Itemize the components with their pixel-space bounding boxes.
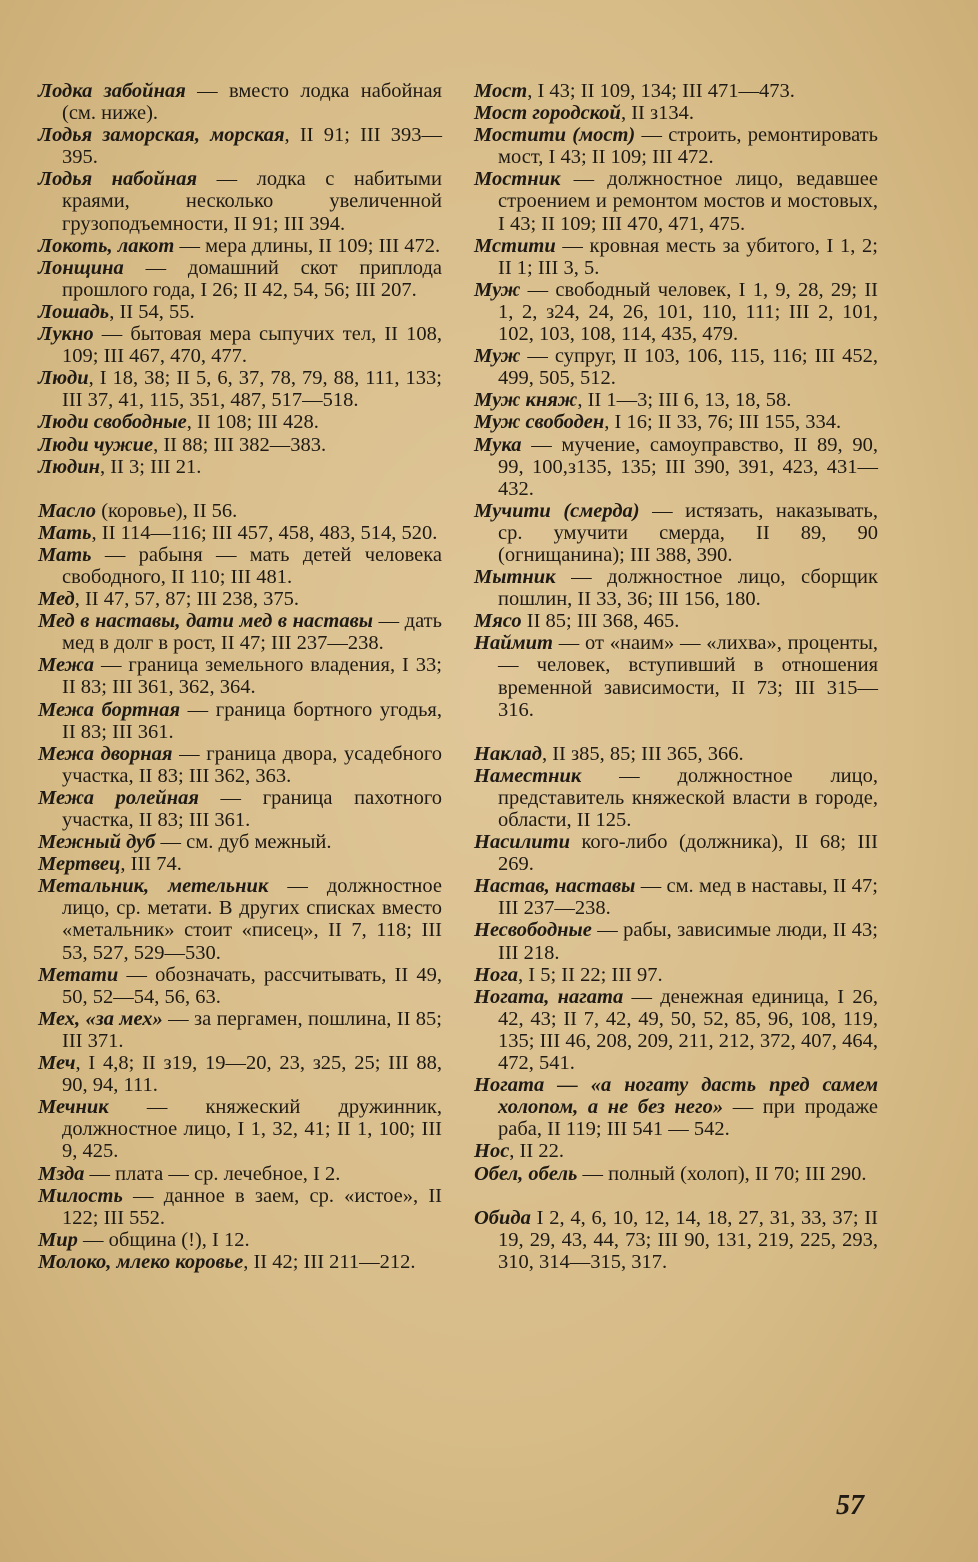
entry: Несвободные — рабы, зависимые люди, II 43; III 218. [474,919,878,964]
entry: Мука — мучение, самоуправство, II 89, 90, 99, 100,з135, 135; III 390, 391, 423, 431—432. [474,433,878,500]
entry: Лодья заморская, морская, II 91; III 393—395. [38,124,442,169]
entry: Настав, наставы — см. мед в наставы, II 47; III 237—238. [474,875,878,920]
entry: Мостник — должностное лицо, ведавшее строением и ремонтом мостов и мостовых, I 43; II 109; III 470, 471, 475. [474,168,878,235]
entry: Мытник — должностное лицо, сборщик пошлин, II 33, 36; III 156, 180. [474,566,878,611]
entry: Мечник — княжеский дружинник, должностное лицо, I 1, 32, 41; II 1, 100; III 9, 425. [38,1096,442,1163]
entry: Люди, I 18, 38; II 5, 6, 37, 78, 79, 88, 111, 133; III 37, 41, 115, 351, 487, 517—518. [38,367,442,412]
entry: Наймит — от «наим» — «лихва», проценты, — человек, вступивший в отношения временной зависимости, II 73; III 315—316. [474,632,878,721]
entry: Люди чужие, II 88; III 382—383. [38,433,327,456]
entry: Мед в наставы, дати мед в наставы — дать мед в долг в рост, II 47; III 237—238. [38,610,442,655]
entry: Межный дуб — см. дуб межный. [38,831,332,854]
entry: Мир — община (!), I 12. [38,1228,250,1251]
entry: Межа — граница земельного владения, I 33; II 83; III 361, 362, 364. [38,654,442,699]
entry: Лошадь, II 54, 55. [38,300,195,323]
entry: Нос, II 22. [474,1140,564,1163]
entry: Мед, II 47, 57, 87; III 238, 375. [38,588,300,611]
entry: Мертвец, III 74. [38,853,182,876]
entry: Мостити (мост) — строить, ремонтировать мост, I 43; II 109; III 472. [474,124,878,169]
entry: Муж княж, II 1—3; III 6, 13, 18, 58. [474,389,792,412]
entry: Лонщина — домашний скот приплода прошлого года, I 26; II 42, 54, 56; III 207. [38,256,442,301]
entry: Лодья набойная — лодка с набитыми краями, несколько увеличенной грузоподъемности, II 91; III 394. [38,168,442,235]
entry: Обида I 2, 4, 6, 10, 12, 14, 18, 27, 31, 33, 37; II 19, 29, 43, 44, 73; III 90, 131, 219, 225, 293, 310, 314—315, 317. [474,1206,878,1273]
entry: Мост городской, II з134. [474,102,694,125]
entry: Мать — рабыня — мать детей человека свободного, II 110; III 481. [38,543,442,588]
page-number: 57 [836,1490,864,1521]
section-gap [474,1185,878,1207]
entry: Межа дворная — граница двора, усадебного участка, II 83; III 362, 363. [38,742,442,787]
entry: Нога, I 5; II 22; III 97. [474,963,663,986]
entry: Молоко, млеко коровье, II 42; III 211—212. [38,1250,416,1273]
right-column [474,80,878,1273]
entry: Мать, II 114—116; III 457, 458, 483, 514, 520. [38,521,438,544]
entry: Мучити (смерда) — истязать, наказывать, ср. умучити смерда, II 89, 90 (огнищанина); III 388, 390. [474,499,878,566]
entry: Насилити кого-либо (должника), II 68; III 269. [474,831,878,876]
entry: Лукно — бытовая мера сыпучих тел, II 108, 109; III 467, 470, 477. [38,323,442,368]
entry: Муж — супруг, II 103, 106, 115, 116; III 452, 499, 505, 512. [474,345,878,390]
entry: Наклад, II з85, 85; III 365, 366. [474,742,744,765]
entry: Межа ролейная — граница пахотного участка, II 83; III 361. [38,786,442,831]
entry: Мех, «за мех» — за пергамен, пошлина, II 85; III 371. [38,1007,442,1052]
left-column [38,80,442,1273]
section-gap [38,478,442,500]
entry: Мясо II 85; III 368, 465. [474,610,680,633]
entry: Локоть, лакот — мера длины, II 109; III 472. [38,234,441,257]
entry: Ногата, нагата — денежная единица, I 26, 42, 43; II 7, 42, 49, 50, 52, 85, 96, 108, 119, 135; III 46, 208, 209, 211, 212, 372, 407, 464, 472, 541. [474,985,878,1075]
entry: Людин, II 3; III 21. [38,455,202,478]
entry: Люди свободные, II 108; III 428. [38,411,319,434]
entry: Мост, I 43; II 109, 134; III 471—473. [474,80,795,102]
section-gap [474,721,878,743]
entry: Обел, обель — полный (холоп), II 70; III 290. [474,1162,867,1185]
entry: Межа бортная — граница бортного угодья, II 83; III 361. [38,698,442,743]
entry: Меч, I 4,8; II з19, 19—20, 23, з25, 25; III 88, 90, 94, 111. [38,1052,442,1097]
entry: Ногата — «а ногату дасть пред самем холопом, а не без него» — при продаже раба, II 119; III 541 — 542. [474,1074,879,1141]
entry: Метальник, метельник — должностное лицо, ср. метати. В других списках вместо «метальник» стоит «писец», II 7, 118; III 53, 527, 529—530. [38,875,442,964]
entry: Муж свободен, I 16; II 33, 76; III 155, 334. [474,411,842,434]
entry: Лодка забойная — вместо лодка набойная (см. ниже). [38,80,442,125]
entry: Мстити — кровная месть за убитого, I 1, 2; II 1; III 3, 5. [474,234,878,279]
entry: Наместник — должностное лицо, представитель княжеской власти в городе, области, II 125. [474,764,878,831]
entry: Милость — данное в заем, ср. «истое», II 122; III 552. [38,1184,442,1229]
entry: Метати — обозначать, рассчитывать, II 49, 50, 52—54, 56, 63. [38,963,442,1008]
entry: Мзда — плата — ср. лечебное, I 2. [38,1162,341,1185]
entry: Масло (коровье), II 56. [38,499,238,522]
entry: Муж — свободный человек, I 1, 9, 28, 29; II 1, 2, з24, 24, 26, 101, 110, 111; III 2, 101, 102, 103, 108, 114, 435, 479. [474,278,878,346]
